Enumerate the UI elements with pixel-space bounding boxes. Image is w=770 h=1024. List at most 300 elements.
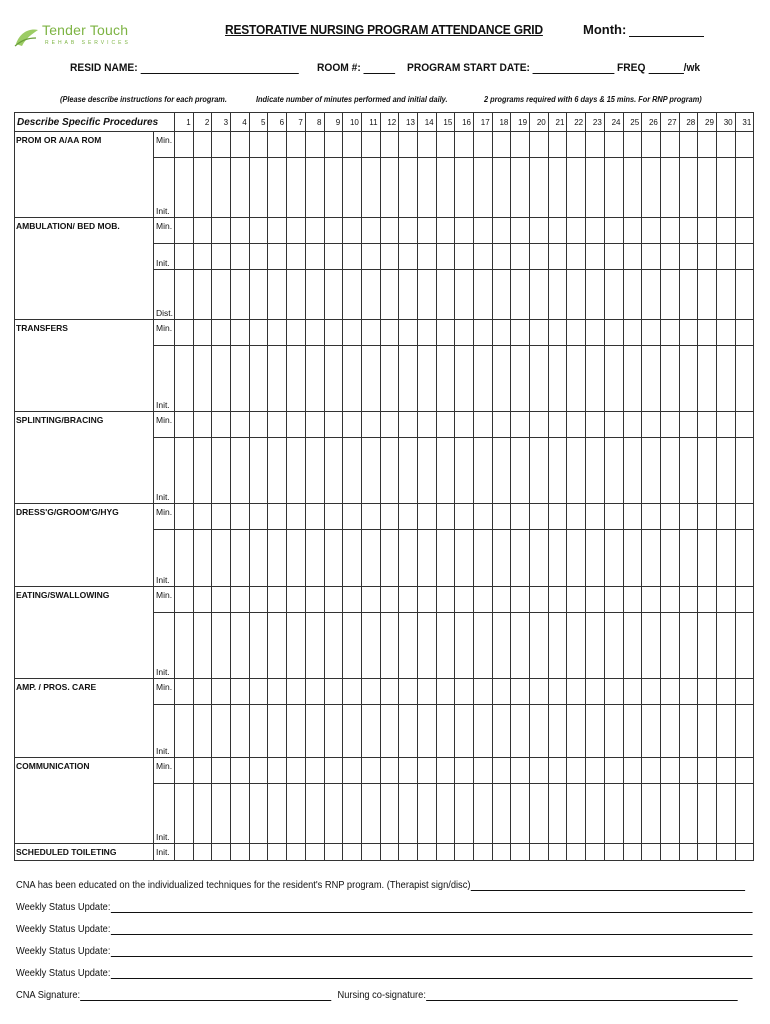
day-cell[interactable] bbox=[249, 270, 268, 320]
day-cell[interactable] bbox=[324, 218, 343, 244]
day-cell[interactable] bbox=[474, 844, 493, 861]
day-cell[interactable] bbox=[249, 218, 268, 244]
day-cell[interactable] bbox=[305, 844, 324, 861]
day-cell[interactable] bbox=[193, 320, 212, 346]
day-cell[interactable] bbox=[287, 844, 306, 861]
day-cell[interactable] bbox=[193, 758, 212, 784]
day-cell[interactable] bbox=[679, 320, 698, 346]
day-cell[interactable] bbox=[604, 412, 623, 438]
day-cell[interactable] bbox=[511, 758, 530, 784]
day-cell[interactable] bbox=[567, 705, 586, 758]
day-cell[interactable] bbox=[455, 758, 474, 784]
day-cell[interactable] bbox=[175, 784, 194, 844]
day-cell[interactable] bbox=[530, 270, 549, 320]
day-cell[interactable] bbox=[586, 438, 605, 504]
day-cell[interactable] bbox=[175, 412, 194, 438]
day-cell[interactable] bbox=[548, 613, 567, 679]
day-cell[interactable] bbox=[305, 613, 324, 679]
day-cell[interactable] bbox=[735, 218, 754, 244]
day-cell[interactable] bbox=[231, 346, 250, 412]
day-cell[interactable] bbox=[305, 244, 324, 270]
day-cell[interactable] bbox=[231, 320, 250, 346]
day-cell[interactable] bbox=[567, 613, 586, 679]
day-cell[interactable] bbox=[175, 530, 194, 587]
day-cell[interactable] bbox=[492, 320, 511, 346]
day-cell[interactable] bbox=[455, 587, 474, 613]
day-cell[interactable] bbox=[268, 758, 287, 784]
day-cell[interactable] bbox=[361, 530, 380, 587]
day-cell[interactable] bbox=[698, 346, 717, 412]
day-cell[interactable] bbox=[567, 320, 586, 346]
day-cell[interactable] bbox=[698, 705, 717, 758]
day-cell[interactable] bbox=[604, 218, 623, 244]
day-cell[interactable] bbox=[212, 504, 231, 530]
day-cell[interactable] bbox=[455, 613, 474, 679]
day-cell[interactable] bbox=[698, 132, 717, 158]
day-cell[interactable] bbox=[660, 438, 679, 504]
day-cell[interactable] bbox=[399, 679, 418, 705]
day-cell[interactable] bbox=[716, 346, 735, 412]
day-cell[interactable] bbox=[530, 530, 549, 587]
day-cell[interactable] bbox=[548, 705, 567, 758]
day-cell[interactable] bbox=[735, 438, 754, 504]
day-cell[interactable] bbox=[417, 244, 436, 270]
month-input[interactable] bbox=[629, 25, 704, 37]
day-cell[interactable] bbox=[679, 530, 698, 587]
day-cell[interactable] bbox=[548, 504, 567, 530]
day-cell[interactable] bbox=[716, 705, 735, 758]
day-cell[interactable] bbox=[530, 844, 549, 861]
day-cell[interactable] bbox=[474, 132, 493, 158]
day-cell[interactable] bbox=[287, 270, 306, 320]
day-cell[interactable] bbox=[642, 705, 661, 758]
day-cell[interactable] bbox=[474, 613, 493, 679]
day-cell[interactable] bbox=[436, 346, 455, 412]
day-cell[interactable] bbox=[548, 679, 567, 705]
day-cell[interactable] bbox=[716, 530, 735, 587]
day-cell[interactable] bbox=[455, 270, 474, 320]
day-cell[interactable] bbox=[324, 158, 343, 218]
day-cell[interactable] bbox=[474, 412, 493, 438]
day-cell[interactable] bbox=[530, 758, 549, 784]
day-cell[interactable] bbox=[249, 705, 268, 758]
day-cell[interactable] bbox=[175, 270, 194, 320]
day-cell[interactable] bbox=[305, 705, 324, 758]
day-cell[interactable] bbox=[530, 132, 549, 158]
day-cell[interactable] bbox=[716, 504, 735, 530]
day-cell[interactable] bbox=[193, 158, 212, 218]
day-cell[interactable] bbox=[474, 270, 493, 320]
day-cell[interactable] bbox=[698, 504, 717, 530]
day-cell[interactable] bbox=[193, 218, 212, 244]
day-cell[interactable] bbox=[586, 784, 605, 844]
day-cell[interactable] bbox=[623, 587, 642, 613]
day-cell[interactable] bbox=[679, 504, 698, 530]
day-cell[interactable] bbox=[735, 412, 754, 438]
day-cell[interactable] bbox=[231, 244, 250, 270]
program-start-date-input[interactable] bbox=[533, 63, 615, 74]
day-cell[interactable] bbox=[511, 844, 530, 861]
day-cell[interactable] bbox=[231, 412, 250, 438]
day-cell[interactable] bbox=[436, 504, 455, 530]
day-cell[interactable] bbox=[268, 158, 287, 218]
day-cell[interactable] bbox=[287, 244, 306, 270]
day-cell[interactable] bbox=[698, 530, 717, 587]
procedure-name[interactable]: AMBULATION/ BED MOB. bbox=[15, 218, 154, 320]
day-cell[interactable] bbox=[249, 504, 268, 530]
day-cell[interactable] bbox=[455, 320, 474, 346]
day-cell[interactable] bbox=[716, 158, 735, 218]
day-cell[interactable] bbox=[548, 244, 567, 270]
day-cell[interactable] bbox=[324, 705, 343, 758]
day-cell[interactable] bbox=[268, 320, 287, 346]
day-cell[interactable] bbox=[474, 158, 493, 218]
day-cell[interactable] bbox=[455, 530, 474, 587]
day-cell[interactable] bbox=[212, 320, 231, 346]
day-cell[interactable] bbox=[530, 587, 549, 613]
therapist-sign-input[interactable] bbox=[470, 881, 744, 891]
day-cell[interactable] bbox=[305, 132, 324, 158]
day-cell[interactable] bbox=[586, 132, 605, 158]
day-cell[interactable] bbox=[642, 784, 661, 844]
day-cell[interactable] bbox=[604, 758, 623, 784]
day-cell[interactable] bbox=[343, 412, 362, 438]
day-cell[interactable] bbox=[492, 438, 511, 504]
day-cell[interactable] bbox=[511, 218, 530, 244]
day-cell[interactable] bbox=[735, 132, 754, 158]
day-cell[interactable] bbox=[455, 504, 474, 530]
day-cell[interactable] bbox=[417, 705, 436, 758]
day-cell[interactable] bbox=[623, 705, 642, 758]
day-cell[interactable] bbox=[417, 132, 436, 158]
day-cell[interactable] bbox=[249, 132, 268, 158]
day-cell[interactable] bbox=[642, 613, 661, 679]
day-cell[interactable] bbox=[305, 784, 324, 844]
day-cell[interactable] bbox=[268, 587, 287, 613]
day-cell[interactable] bbox=[343, 244, 362, 270]
day-cell[interactable] bbox=[361, 679, 380, 705]
day-cell[interactable] bbox=[436, 158, 455, 218]
day-cell[interactable] bbox=[417, 530, 436, 587]
day-cell[interactable] bbox=[231, 218, 250, 244]
day-cell[interactable] bbox=[548, 270, 567, 320]
day-cell[interactable] bbox=[212, 530, 231, 587]
day-cell[interactable] bbox=[399, 412, 418, 438]
day-cell[interactable] bbox=[380, 784, 399, 844]
day-cell[interactable] bbox=[660, 504, 679, 530]
day-cell[interactable] bbox=[511, 244, 530, 270]
day-cell[interactable] bbox=[380, 412, 399, 438]
day-cell[interactable] bbox=[305, 587, 324, 613]
day-cell[interactable] bbox=[212, 158, 231, 218]
day-cell[interactable] bbox=[436, 758, 455, 784]
day-cell[interactable] bbox=[455, 412, 474, 438]
day-cell[interactable] bbox=[474, 320, 493, 346]
day-cell[interactable] bbox=[212, 679, 231, 705]
day-cell[interactable] bbox=[343, 504, 362, 530]
day-cell[interactable] bbox=[492, 244, 511, 270]
day-cell[interactable] bbox=[417, 270, 436, 320]
day-cell[interactable] bbox=[399, 320, 418, 346]
day-cell[interactable] bbox=[305, 438, 324, 504]
day-cell[interactable] bbox=[474, 530, 493, 587]
day-cell[interactable] bbox=[474, 784, 493, 844]
day-cell[interactable] bbox=[567, 244, 586, 270]
day-cell[interactable] bbox=[679, 270, 698, 320]
day-cell[interactable] bbox=[231, 587, 250, 613]
day-cell[interactable] bbox=[399, 530, 418, 587]
day-cell[interactable] bbox=[548, 758, 567, 784]
day-cell[interactable] bbox=[623, 244, 642, 270]
day-cell[interactable] bbox=[642, 158, 661, 218]
day-cell[interactable] bbox=[175, 218, 194, 244]
day-cell[interactable] bbox=[380, 758, 399, 784]
day-cell[interactable] bbox=[399, 587, 418, 613]
day-cell[interactable] bbox=[623, 270, 642, 320]
day-cell[interactable] bbox=[399, 218, 418, 244]
day-cell[interactable] bbox=[268, 705, 287, 758]
day-cell[interactable] bbox=[642, 346, 661, 412]
day-cell[interactable] bbox=[530, 613, 549, 679]
day-cell[interactable] bbox=[193, 412, 212, 438]
day-cell[interactable] bbox=[436, 679, 455, 705]
day-cell[interactable] bbox=[679, 613, 698, 679]
day-cell[interactable] bbox=[380, 244, 399, 270]
procedure-name[interactable]: EATING/SWALLOWING bbox=[15, 587, 154, 679]
day-cell[interactable] bbox=[193, 679, 212, 705]
day-cell[interactable] bbox=[716, 320, 735, 346]
day-cell[interactable] bbox=[175, 679, 194, 705]
day-cell[interactable] bbox=[567, 438, 586, 504]
day-cell[interactable] bbox=[268, 218, 287, 244]
day-cell[interactable] bbox=[623, 844, 642, 861]
day-cell[interactable] bbox=[343, 270, 362, 320]
day-cell[interactable] bbox=[343, 784, 362, 844]
day-cell[interactable] bbox=[175, 438, 194, 504]
day-cell[interactable] bbox=[567, 346, 586, 412]
day-cell[interactable] bbox=[193, 530, 212, 587]
day-cell[interactable] bbox=[660, 784, 679, 844]
day-cell[interactable] bbox=[511, 158, 530, 218]
day-cell[interactable] bbox=[586, 244, 605, 270]
day-cell[interactable] bbox=[511, 530, 530, 587]
day-cell[interactable] bbox=[679, 758, 698, 784]
day-cell[interactable] bbox=[231, 705, 250, 758]
day-cell[interactable] bbox=[679, 679, 698, 705]
procedure-name[interactable]: COMMUNICATION bbox=[15, 758, 154, 844]
day-cell[interactable] bbox=[399, 346, 418, 412]
day-cell[interactable] bbox=[660, 346, 679, 412]
day-cell[interactable] bbox=[380, 346, 399, 412]
day-cell[interactable] bbox=[380, 218, 399, 244]
day-cell[interactable] bbox=[567, 784, 586, 844]
day-cell[interactable] bbox=[623, 530, 642, 587]
day-cell[interactable] bbox=[474, 218, 493, 244]
day-cell[interactable] bbox=[193, 132, 212, 158]
day-cell[interactable] bbox=[324, 438, 343, 504]
day-cell[interactable] bbox=[193, 844, 212, 861]
day-cell[interactable] bbox=[660, 412, 679, 438]
day-cell[interactable] bbox=[548, 346, 567, 412]
day-cell[interactable] bbox=[343, 132, 362, 158]
day-cell[interactable] bbox=[567, 270, 586, 320]
day-cell[interactable] bbox=[268, 784, 287, 844]
day-cell[interactable] bbox=[231, 270, 250, 320]
day-cell[interactable] bbox=[212, 844, 231, 861]
day-cell[interactable] bbox=[417, 320, 436, 346]
day-cell[interactable] bbox=[417, 346, 436, 412]
day-cell[interactable] bbox=[175, 705, 194, 758]
day-cell[interactable] bbox=[343, 613, 362, 679]
day-cell[interactable] bbox=[492, 784, 511, 844]
day-cell[interactable] bbox=[567, 679, 586, 705]
day-cell[interactable] bbox=[380, 705, 399, 758]
day-cell[interactable] bbox=[268, 270, 287, 320]
resid-name-input[interactable] bbox=[140, 63, 298, 74]
day-cell[interactable] bbox=[455, 158, 474, 218]
day-cell[interactable] bbox=[698, 679, 717, 705]
day-cell[interactable] bbox=[604, 438, 623, 504]
day-cell[interactable] bbox=[492, 530, 511, 587]
day-cell[interactable] bbox=[361, 438, 380, 504]
day-cell[interactable] bbox=[735, 158, 754, 218]
day-cell[interactable] bbox=[586, 218, 605, 244]
day-cell[interactable] bbox=[417, 218, 436, 244]
day-cell[interactable] bbox=[604, 587, 623, 613]
weekly-status-update-input[interactable] bbox=[110, 969, 752, 979]
day-cell[interactable] bbox=[436, 218, 455, 244]
day-cell[interactable] bbox=[193, 346, 212, 412]
day-cell[interactable] bbox=[586, 530, 605, 587]
day-cell[interactable] bbox=[586, 844, 605, 861]
day-cell[interactable] bbox=[436, 844, 455, 861]
day-cell[interactable] bbox=[417, 412, 436, 438]
day-cell[interactable] bbox=[623, 679, 642, 705]
day-cell[interactable] bbox=[604, 530, 623, 587]
procedure-name[interactable]: TRANSFERS bbox=[15, 320, 154, 412]
day-cell[interactable] bbox=[455, 132, 474, 158]
day-cell[interactable] bbox=[735, 320, 754, 346]
day-cell[interactable] bbox=[586, 412, 605, 438]
day-cell[interactable] bbox=[193, 613, 212, 679]
day-cell[interactable] bbox=[735, 758, 754, 784]
day-cell[interactable] bbox=[716, 132, 735, 158]
day-cell[interactable] bbox=[212, 346, 231, 412]
day-cell[interactable] bbox=[193, 784, 212, 844]
day-cell[interactable] bbox=[212, 218, 231, 244]
day-cell[interactable] bbox=[343, 758, 362, 784]
day-cell[interactable] bbox=[530, 320, 549, 346]
day-cell[interactable] bbox=[455, 844, 474, 861]
day-cell[interactable] bbox=[231, 613, 250, 679]
day-cell[interactable] bbox=[660, 270, 679, 320]
day-cell[interactable] bbox=[249, 412, 268, 438]
day-cell[interactable] bbox=[249, 244, 268, 270]
day-cell[interactable] bbox=[249, 438, 268, 504]
day-cell[interactable] bbox=[436, 412, 455, 438]
day-cell[interactable] bbox=[660, 244, 679, 270]
day-cell[interactable] bbox=[212, 784, 231, 844]
day-cell[interactable] bbox=[604, 504, 623, 530]
day-cell[interactable] bbox=[604, 132, 623, 158]
day-cell[interactable] bbox=[231, 158, 250, 218]
day-cell[interactable] bbox=[716, 679, 735, 705]
day-cell[interactable] bbox=[305, 218, 324, 244]
day-cell[interactable] bbox=[679, 705, 698, 758]
day-cell[interactable] bbox=[361, 705, 380, 758]
day-cell[interactable] bbox=[175, 244, 194, 270]
day-cell[interactable] bbox=[324, 784, 343, 844]
day-cell[interactable] bbox=[511, 679, 530, 705]
day-cell[interactable] bbox=[492, 132, 511, 158]
day-cell[interactable] bbox=[604, 158, 623, 218]
day-cell[interactable] bbox=[492, 346, 511, 412]
day-cell[interactable] bbox=[399, 784, 418, 844]
day-cell[interactable] bbox=[492, 613, 511, 679]
day-cell[interactable] bbox=[193, 270, 212, 320]
day-cell[interactable] bbox=[436, 244, 455, 270]
day-cell[interactable] bbox=[212, 705, 231, 758]
day-cell[interactable] bbox=[735, 244, 754, 270]
day-cell[interactable] bbox=[698, 758, 717, 784]
day-cell[interactable] bbox=[567, 844, 586, 861]
day-cell[interactable] bbox=[343, 218, 362, 244]
day-cell[interactable] bbox=[324, 758, 343, 784]
day-cell[interactable] bbox=[231, 504, 250, 530]
day-cell[interactable] bbox=[287, 438, 306, 504]
day-cell[interactable] bbox=[474, 346, 493, 412]
procedure-name[interactable]: SCHEDULED TOILETING bbox=[15, 844, 154, 861]
day-cell[interactable] bbox=[604, 844, 623, 861]
day-cell[interactable] bbox=[492, 705, 511, 758]
day-cell[interactable] bbox=[642, 679, 661, 705]
day-cell[interactable] bbox=[474, 758, 493, 784]
day-cell[interactable] bbox=[586, 613, 605, 679]
day-cell[interactable] bbox=[679, 158, 698, 218]
day-cell[interactable] bbox=[511, 132, 530, 158]
day-cell[interactable] bbox=[268, 438, 287, 504]
day-cell[interactable] bbox=[455, 438, 474, 504]
day-cell[interactable] bbox=[492, 218, 511, 244]
day-cell[interactable] bbox=[361, 758, 380, 784]
day-cell[interactable] bbox=[417, 613, 436, 679]
day-cell[interactable] bbox=[586, 504, 605, 530]
day-cell[interactable] bbox=[548, 132, 567, 158]
day-cell[interactable] bbox=[530, 438, 549, 504]
day-cell[interactable] bbox=[361, 613, 380, 679]
day-cell[interactable] bbox=[530, 412, 549, 438]
weekly-status-update-input[interactable] bbox=[110, 925, 752, 935]
day-cell[interactable] bbox=[604, 320, 623, 346]
day-cell[interactable] bbox=[660, 758, 679, 784]
day-cell[interactable] bbox=[530, 679, 549, 705]
day-cell[interactable] bbox=[604, 346, 623, 412]
day-cell[interactable] bbox=[343, 705, 362, 758]
day-cell[interactable] bbox=[548, 158, 567, 218]
day-cell[interactable] bbox=[361, 270, 380, 320]
day-cell[interactable] bbox=[511, 613, 530, 679]
day-cell[interactable] bbox=[231, 679, 250, 705]
day-cell[interactable] bbox=[287, 346, 306, 412]
day-cell[interactable] bbox=[287, 132, 306, 158]
day-cell[interactable] bbox=[679, 784, 698, 844]
day-cell[interactable] bbox=[735, 679, 754, 705]
day-cell[interactable] bbox=[175, 758, 194, 784]
day-cell[interactable] bbox=[287, 613, 306, 679]
day-cell[interactable] bbox=[249, 758, 268, 784]
day-cell[interactable] bbox=[380, 438, 399, 504]
day-cell[interactable] bbox=[492, 679, 511, 705]
